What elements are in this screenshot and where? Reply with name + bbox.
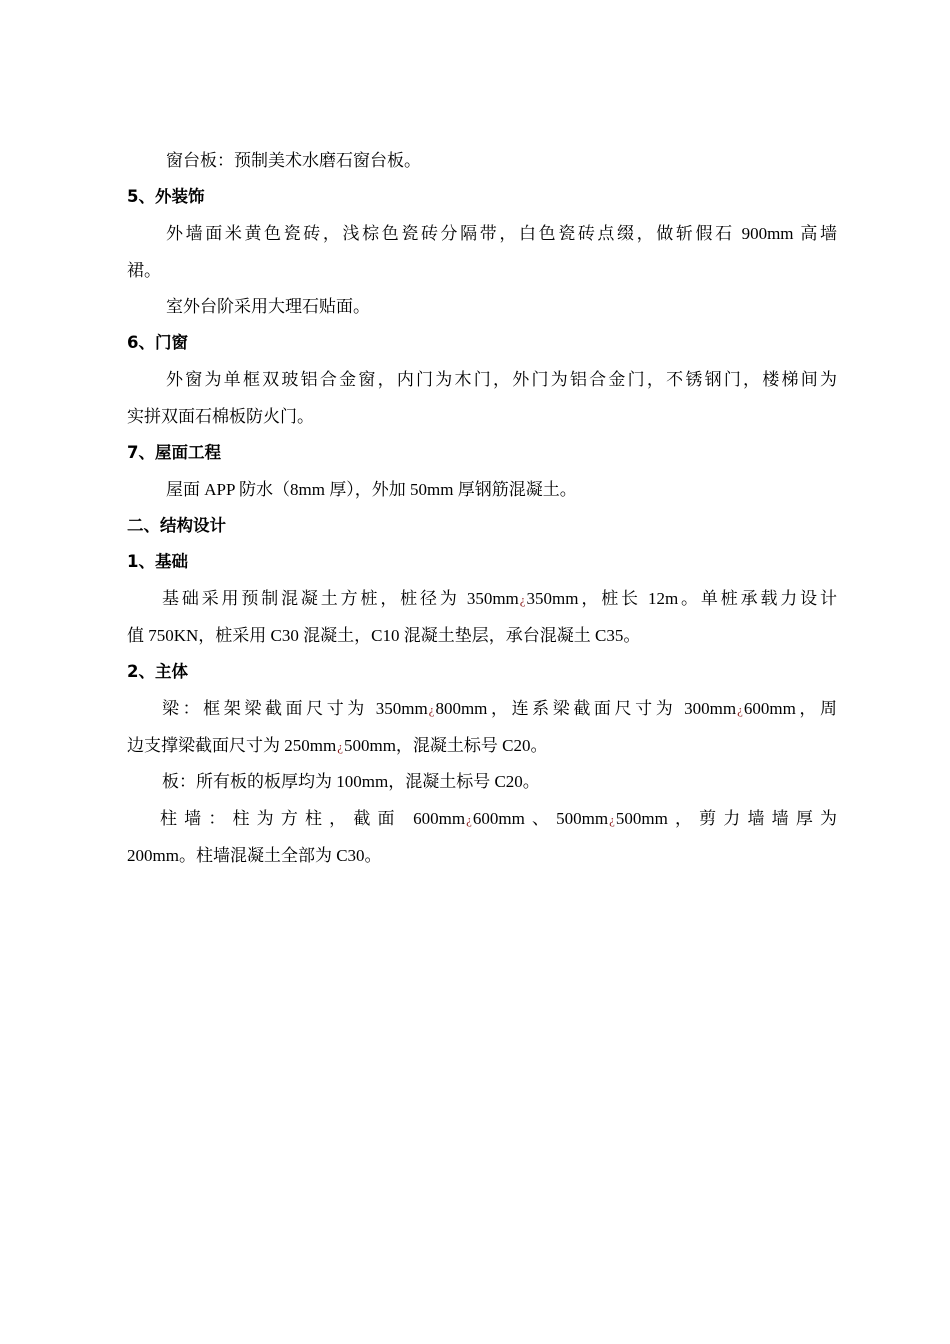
heading-foundation: 1、基础 xyxy=(127,552,188,571)
foundation-text-b: 350mm，桩长 12m。单桩承载力设计 xyxy=(526,589,837,608)
heading-doors-windows: 6、门窗 xyxy=(127,333,188,352)
beams-text-c: 600mm，周 xyxy=(743,699,837,718)
paragraph-exterior-wall-line2: 裙。 xyxy=(127,261,161,280)
heading-main-structure: 2、主体 xyxy=(127,662,188,681)
paragraph-foundation-line2: 值 750KN，桩采用 C30 混凝土，C10 混凝土垫层，承台混凝土 C35。 xyxy=(127,626,641,645)
columns-text-c: 500mm，剪力墙墙厚为 xyxy=(615,809,837,828)
paragraph-exterior-wall-line1: 外墙面米黄色瓷砖，浅棕色瓷砖分隔带，白色瓷砖点缀，做斩假石 900mm 高墙 xyxy=(166,224,837,243)
paragraph-roof: 屋面 APP 防水（8mm 厚），外加 50mm 厚钢筋混凝土。 xyxy=(166,480,577,499)
paragraph-foundation-line1 xyxy=(162,589,837,610)
paragraph-columns-line1 xyxy=(160,809,837,830)
paragraph-doors-windows-line1: 外窗为单框双玻铝合金窗，内门为木门，外门为铝合金门，不锈钢门，楼梯间为 xyxy=(166,370,837,389)
columns-text-b: 600mm、500mm xyxy=(472,809,609,828)
foundation-text-a: 基础采用预制混凝土方桩，桩径为 350mm xyxy=(162,589,519,608)
times-glyph: ¿ xyxy=(428,702,435,717)
paragraph-beams-line2 xyxy=(127,736,837,757)
paragraph-doors-windows-line2: 实拼双面石棉板防火门。 xyxy=(127,407,314,426)
beams-text-d: 边支撑梁截面尺寸为 250mm xyxy=(127,736,337,755)
heading-structural-design: 二、结构设计 xyxy=(127,516,226,535)
times-glyph: ¿ xyxy=(466,812,472,827)
beams-text-b: 800mm，连系梁截面尺寸为 300mm xyxy=(435,699,737,718)
paragraph-columns-line2: 200mm。柱墙混凝土全部为 C30。 xyxy=(127,846,382,865)
beams-text-e: 500mm，混凝土标号 C20。 xyxy=(343,736,548,755)
paragraph-slabs: 板：所有板的板厚均为 100mm，混凝土标号 C20。 xyxy=(162,772,540,791)
paragraph-window-sill: 窗台板：预制美术水磨石窗台板。 xyxy=(166,151,421,170)
heading-exterior-decoration: 5、外装饰 xyxy=(127,187,205,206)
times-glyph: ¿ xyxy=(737,702,743,717)
heading-roof-works: 7、屋面工程 xyxy=(127,443,221,462)
paragraph-beams-line1 xyxy=(162,699,837,720)
paragraph-outdoor-steps: 室外台阶采用大理石贴面。 xyxy=(166,297,370,316)
columns-text-a: 柱墙：柱为方柱，截面 600mm xyxy=(160,809,466,828)
times-glyph: ¿ xyxy=(337,739,343,754)
times-glyph: ¿ xyxy=(519,592,526,607)
times-glyph: ¿ xyxy=(609,812,615,827)
beams-text-a: 梁：框架梁截面尺寸为 350mm xyxy=(162,699,428,718)
